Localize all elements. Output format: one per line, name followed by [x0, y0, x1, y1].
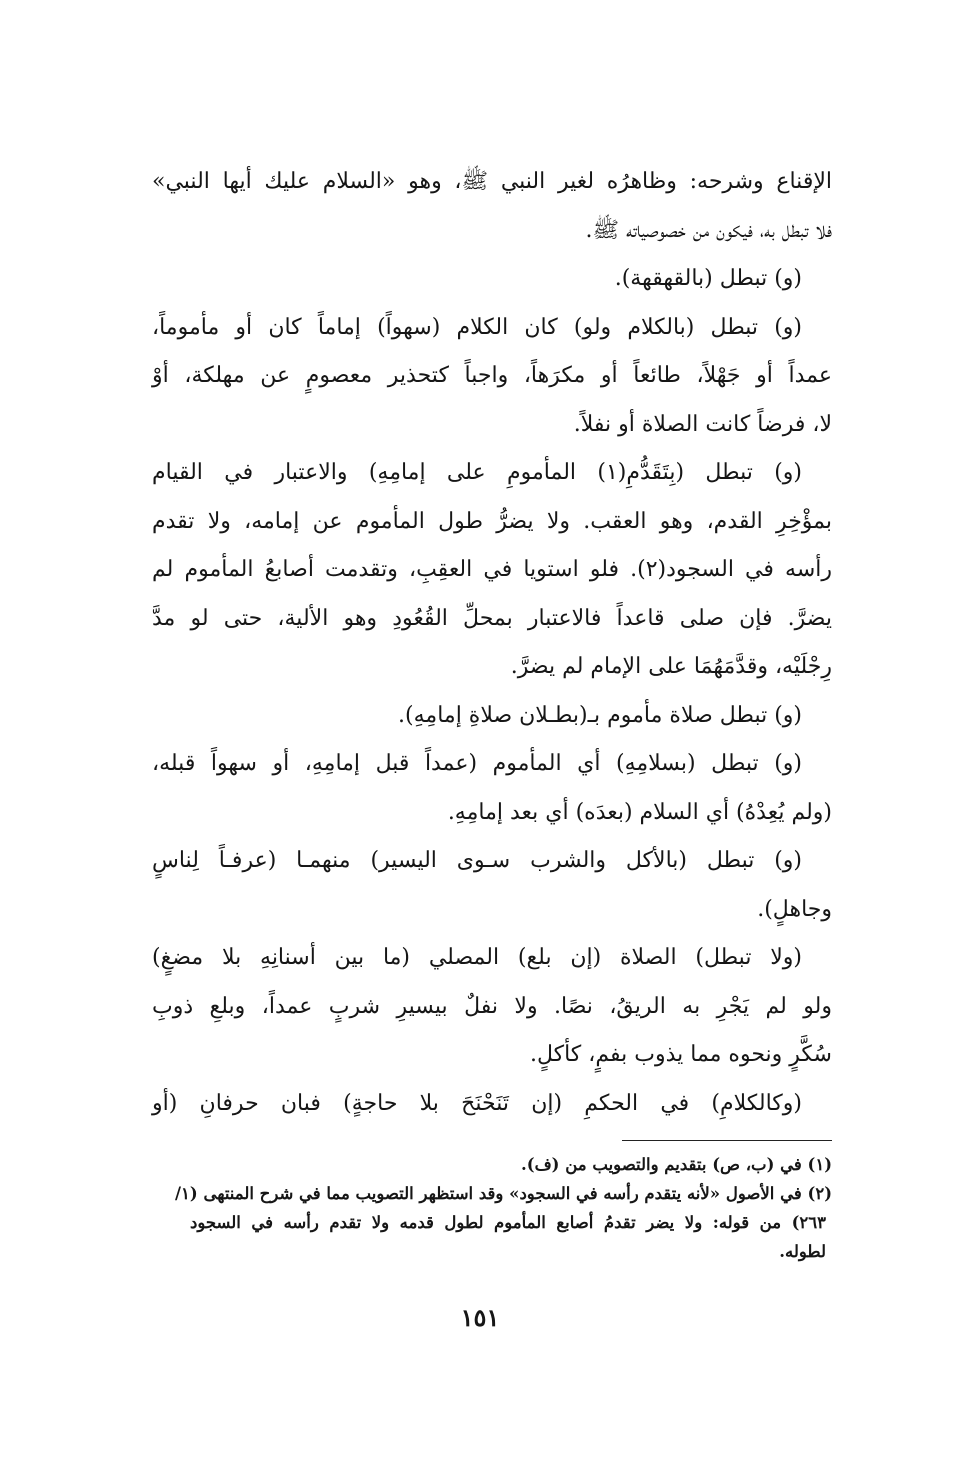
- text-line: فلا تبطل به، فيكون من خصوصياته ﷺ.: [585, 217, 832, 243]
- text-line: بمؤْخِرِ القدم، وهو العقب. ولا يضرُّ طول المأموم عن إمامه، ولا تقدم: [152, 508, 832, 534]
- footnotes: [175, 1150, 832, 1266]
- text-line: (و) تبطل (بالكلام ولو) كان الكلام (سهواً) إماماً كان أو مأموماً،: [152, 314, 802, 340]
- footnote-line: ٢٦٣) من قوله: ولا يضر تقدمُ أصابع المأموم لطول قدمه ولا تقدم رأسه في السجود: [190, 1213, 826, 1232]
- text-line: (و) تبطل (بِتَقَدُّمِ(١) المأمومِ على إمامِهِ) والاعتبار في القيام: [152, 460, 802, 485]
- text-line: لا، فرضاً كانت الصلاة أو نفلاً.: [573, 411, 832, 437]
- text-line: وجاهلٍ).: [757, 896, 832, 922]
- text-line: (و) تبطل (بسلامِهِ) أي المأموم (عمداً قبل إمامِهِ، أو سهواً قبله،: [152, 751, 802, 776]
- text-line: الإقناع وشرحه: وظاهرُه لغير النبي ﷺ، وهو «السلام عليك أيها النبي»: [152, 169, 832, 194]
- page-number: ١٥١: [460, 1303, 500, 1332]
- text-line: يضرَّ. فإن صلى قاعداً فالاعتبار بمحلِّ القُعُودِ وهو الألية، حتى لو مدَّ: [152, 605, 832, 631]
- text-line: ولو لم يَجْرِ به الريقُ، نصًا. ولا نفلٌ بيسيرِ شربٍ عمداً، وبلعِ ذوبِ: [152, 993, 832, 1019]
- text-line: (و) تبطل صلاة مأموم بـ(بطـلان صلاةِ إمامِهِ).: [398, 702, 802, 728]
- text-line: (ولم يُعِدْهُ) أي السلام (بعدَه) أي بعد إمامِهِ.: [447, 799, 832, 825]
- text-line: (و) تبطل (بالقهقهة).: [614, 266, 802, 291]
- text-line: سُكَّرٍ ونحوه مما يذوب بفمٍ، كأكلٍ.: [529, 1042, 832, 1067]
- footnote-line: (١) في (ب، ص) بتقديم والتصويب من (ف).: [521, 1155, 832, 1174]
- footnote-line: لطوله.: [779, 1242, 826, 1261]
- text-line: (و) تبطل (بالأكل والشرب سـوى اليسير) منهمـا (عرفـاً لِناسٍ: [152, 848, 802, 873]
- footnote-line: (٢) في الأصول «لأنه يتقدم رأسه في السجود» وقد استظهر التصويب مما في شرح المنتهى (١/: [175, 1184, 832, 1203]
- text-line: (وكالكلامِ) في الحكمِ (إن تَنَحْنَحَ بلا حاجةٍ) فبان حرفانِ (أو: [152, 1090, 802, 1116]
- text-line: رأسه في السجود(٢). فلو استويا في العقِبِ، وتقدمت أصابعُ المأموم لم: [152, 557, 832, 582]
- body-text: [152, 158, 832, 1128]
- text-line: (ولا تبطل) الصلاة (إن بلع) المصلي (ما بين أسنانِهِ بلا مضغٍ): [152, 945, 802, 970]
- text-line: رِجْلَيْه، وقدَّمَهُمَا على الإمام لم يضرَّ.: [510, 654, 832, 679]
- text-line: عمداً أو جَهْلاً، طائعاً أو مكرَهاً، واجباً كتحذير معصومٍ عن مهلكة، أوْ: [152, 363, 832, 388]
- footnote-separator: [622, 1140, 832, 1141]
